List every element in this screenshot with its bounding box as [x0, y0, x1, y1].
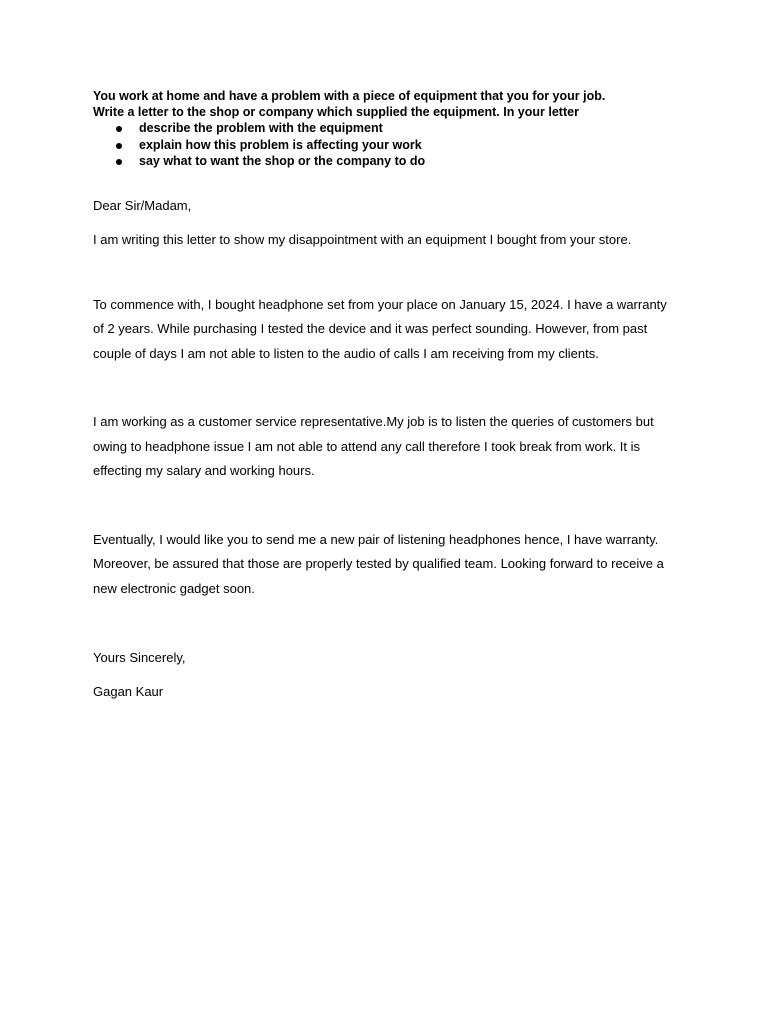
task-prompt	[93, 88, 675, 170]
prompt-bullet-list	[93, 120, 675, 170]
bullet-dot-icon	[116, 143, 122, 149]
document-content	[93, 88, 675, 701]
letter-paragraph: Eventually, I would like you to send me a new pair of listening headphones hence, I have warranty. Moreover, be assured that those are properly tested by qualified team. Looking forward to receive a new electronic gadget soon.	[93, 531, 664, 596]
letter-salutation: Dear Sir/Madam,	[93, 197, 192, 213]
bullet-dot-icon	[116, 159, 122, 165]
letter-body	[93, 197, 675, 702]
prompt-bullet-text: say what to want the shop or the company to do	[139, 154, 426, 168]
bullet-dot-icon	[116, 126, 122, 132]
prompt-line-1: You work at home and have a problem with a piece of equipment that you for your job.	[93, 89, 606, 103]
prompt-bullet-item	[93, 120, 675, 137]
letter-intro: I am writing this letter to show my disappointment with an equipment I bought from your store.	[93, 231, 632, 247]
prompt-bullet-item	[93, 153, 675, 170]
letter-signature: Gagan Kaur	[93, 684, 164, 699]
prompt-line-2: Write a letter to the shop or company which supplied the equipment. In your letter	[93, 105, 579, 119]
prompt-bullet-text: describe the problem with the equipment	[139, 121, 383, 135]
prompt-bullet-text: explain how this problem is affecting your work	[139, 137, 422, 152]
letter-paragraph: I am working as a customer service representative.My job is to listen the queries of customers but owing to headphone issue I am not able to attend any call therefore I took break from work. It is effecting my salary and working hours.	[93, 414, 654, 478]
letter-closing: Yours Sincerely,	[93, 650, 186, 665]
prompt-bullet-item	[93, 137, 675, 154]
letter-paragraph: To commence with, I bought headphone set from your place on January 15, 2024. I have a warranty of 2 years. While purchasing I tested the device and it was perfect sounding. However, from past couple of days I am not able to listen to the audio of calls I am receiving from my clients.	[93, 296, 667, 361]
